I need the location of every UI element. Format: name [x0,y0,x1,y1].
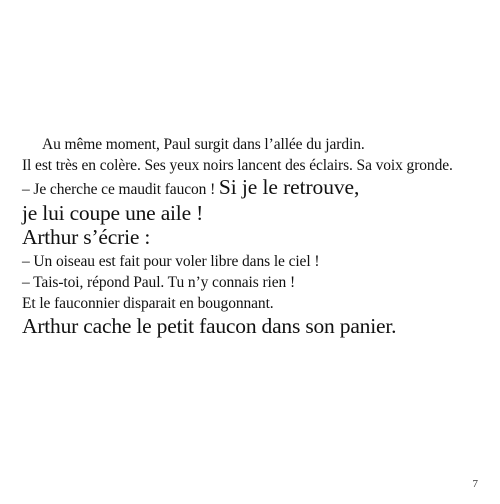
story-line-2: Il est très en colère. Ses yeux noirs lancent des éclairs. Sa voix gronde. [22,157,453,174]
story-line-1: Au même moment, Paul surgit dans l’allée du jardin. [42,136,365,153]
story-line-4: je lui coupe une aile ! [22,201,204,225]
story-line-3-small: – Je cherche ce maudit faucon ! [22,181,219,198]
story-line-9: Arthur cache le petit faucon dans son panier. [22,314,397,338]
page-number: 7 [472,478,478,490]
story-text [22,134,492,338]
story-line-6: – Un oiseau est fait pour voler libre dans le ciel ! [22,253,320,270]
story-line-3 [22,176,492,201]
story-line-7: – Tais-toi, répond Paul. Tu n’y connais rien ! [22,274,296,291]
story-line-5: Arthur s’écrie : [22,225,151,249]
story-line-3-large: Si je le retrouve, [218,175,360,199]
story-line-8: Et le fauconnier disparait en bougonnant. [22,295,274,312]
